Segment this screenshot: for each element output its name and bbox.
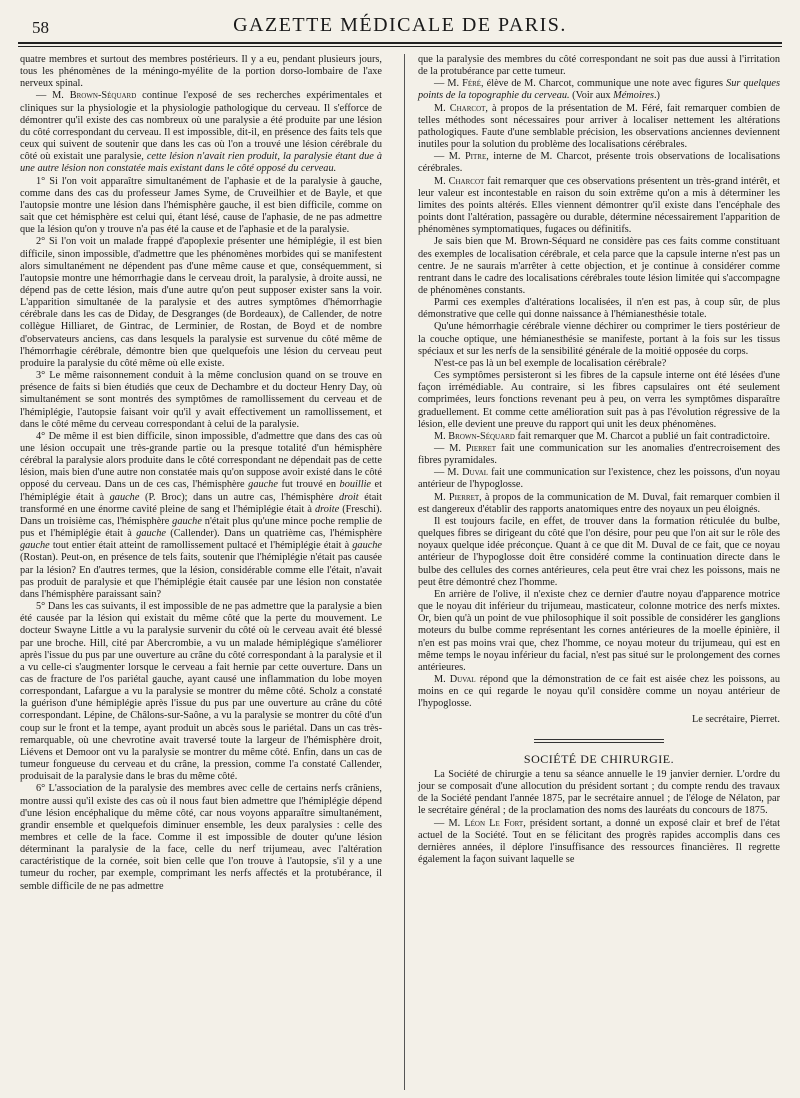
emphasis: Sur quelques points de la topographie du cerveau.: [418, 78, 780, 102]
paragraph: — M. Pitre, interne de M. Charcot, présente trois observations de localisations cérébrales.: [418, 151, 780, 175]
paragraph-text: (P. Broc); dans un autre cas, l'hémisphère: [139, 491, 339, 503]
paragraph-text: était transformé en une énorme cavité pleine de sang et l'hémiplégie était à: [20, 491, 382, 515]
paragraph-text: (Voir aux: [569, 90, 614, 102]
paragraph: [418, 674, 780, 710]
paragraph: 2° Si l'on voit un malade frappé d'apoplexie présenter une hémiplégie, il est bien difficile, sinon impossible, d'admettre que les phénomènes morbides qui se manifestent alors simultanément ne dépendent pas d'une même cause et que, conséquemment, si l'autopsie montre une hémorrhagie dans le cerveau droit, la paralysie, à droite aussi, ne dépend pas de cette lésion, mais d'une autre qu'on peut supposer exister sans la voir. L'apparition simultanée de la paralysie et des autres symptômes d'hémorrhagie cérébrale dans les cas de Diday, de Desgranges (de Bordeaux), de Callender, de notre collègue Hilliaret, de Gintrac, de Lerminier, de Rostan, de Boyd et de nombre d'observateurs anciens, cas dans lesquels la paralysie est survenue du côté même de l'hémorrhagie cérébrale, démontre bien que quelquefois une lésion du cerveau peut produire la paralysie du côté même où elle existe.: [20, 236, 382, 369]
page-header: [0, 0, 800, 42]
paragraph-text: fait remarquer que M. Charcot a publié un fait contradictoire.: [514, 430, 770, 442]
paragraph-text: (Rostan). Peut-on, en présence de tels faits, soutenir que l'hémiplégie n'était pas causée par la lésion? En d'autres termes, que la lésion, considérable comme elle l'était, n'avait pas produit de paralysie et que l'hémiplégie était causée par une lésion non constatée dans l'hémisphère paraissant sain?: [20, 552, 382, 600]
paragraph: N'est-ce pas là un bel exemple de localisation cérébrale?: [434, 357, 667, 369]
speaker-name: M. Pitre: [448, 151, 487, 163]
paragraph: [418, 176, 780, 237]
speaker-name: M. Charcot: [434, 102, 486, 114]
emphasis: gauche: [109, 491, 140, 503]
paragraph: — M. Brown-Séquard continue l'exposé de ses recherches expérimentales et cliniques sur la physiologie et la physiologie pathologique du cerveau. Il s'efforce de démontrer qu'il existe des cas nombreux où une paralysie a été produite par une lésion du côté correspondant du cerveau. Il est impossible, dit-il, en présence des faits tels que ceux qui suivent de soutenir que dans les cas où l'on a trouvé une lésion cérébrale du côté où existait une paralysie, cette lésion n'avait rien produit, la paralysie étant due à une autre lésion non constatée mais existant dans le côté opposé du cerveau.: [20, 90, 383, 175]
paragraph-text: 4° De même il est bien difficile, sinon impossible, d'admettre que dans des cas où une lésion occupait une très-grande partie ou la presque totalité d'un hémisphère cérébral la paralysie alors produite dans le côté correspondant ne dépendait pas de cette lésion, mais bien d'une autre non constatée mais qu'on suppose avoir existé dans le côté opposé du cerveau. Dans un de ces cas, l'hémisphère: [20, 430, 382, 491]
emphasis: gauche: [172, 515, 202, 527]
paragraph: 3° Le même raisonnement conduit à la même conclusion quand on se trouve en présence de faits si bien étudiés que ceux de Dechambre et du docteur Henry Day, où simultanément se sont montrés des symptômes de ramollissement du cerveau et de l'hémiplégie, l'autopsie faisant voir qu'il y avait effectivement un ramollissement, et dans le côté même du cerveau correspondant à celui de la paralysie.: [20, 370, 382, 430]
paragraph-text: .): [653, 90, 660, 102]
paragraph: [418, 492, 780, 516]
section-title: SOCIÉTÉ DE CHIRURGIE.: [523, 751, 675, 766]
paragraph-text: tout entier était atteint de ramollissement pultacé et l'hémiplégie était à: [49, 540, 353, 552]
paragraph: 5° Dans les cas suivants, il est impossible de ne pas admettre que la paralysie a bien été causée par la lésion qui existait du même côté que la perte du mouvement. Le docteur Swayne Little a vu la paralysie survenir du côté où le cerveau avait été blessé par une broche. Hill, cité par Abercrombie, a vu un malade hémiplégique s'améliorer après l'issue du pus par une ouverture au crâne du côté correspondant à la paralysie et il a vu celle-ci s'augmenter lorsque le cerveau a fait hernie par cette ouverture. Dans un cas de fracture de l'os pariétal gauche, ayant causé une inflammation du lobe moyen correspondant, Lafargue a vu la paralysie se montrer du même côté. Scholz a constaté la guérison d'une hémiplégie après l'issue du pus par une ouverture au crâne du côté correspondant. Lépine, de Châlons-sur-Saône, a vu la paralysie se montrer du côté d'un coup sur le front et la tempe, ayant produit un abcès sous le pariétal. Dans un cas très-remarquable, où une chevrotine avait traversé toute la largeur de l'hémisphère droit, Liévens et Demoor ont vu la paralysie se montrer du même côté. Enfin, dans un cas de tumeur fongueuse du cerveau et du crâne, la pression, comme l'a constaté Callender, produisait de la paralysie dans le bras du même côté.: [20, 601, 382, 783]
speaker-name: M. Léon Le Fort: [448, 817, 524, 829]
emphasis: Mémoires: [613, 90, 654, 102]
left-column: [20, 54, 382, 893]
journal-title: GAZETTE MÉDICALE DE PARIS.: [233, 14, 567, 36]
paragraph-text: , à propos de la communication de M. Duval, fait remarquer combien il est dangereux d'établir des rapports anatomiques entre des noyaux un peu éloignés.: [418, 491, 780, 515]
emphasis: droit: [338, 491, 359, 503]
speaker-name: M. Duval: [447, 467, 489, 479]
paragraph-text: fait remarquer que ces observations présentent un très-grand intérêt, et leur valeur est incontestable en raison du soin extrême qu'on a mis à déterminer les limites des points altérés. Elles viennent démontrer qu'il existe dans l'encéphale des points dont l'altération, passagère ou durable, détermine nécessairement l'apparition de phénomènes symptomatiques, fugaces ou définitifs.: [418, 175, 780, 236]
paragraph-text: , président sortant, a donné un exposé clair et bref de l'état actuel de la Société. Tout en se félicitant des progrès rapides accomplis dans ces dernières années, il déplore l'insuffisance des ressources financières. Il regrette également la façon suivant laquelle se: [418, 817, 780, 865]
paragraph: — M. Duval fait une communication sur l'existence, chez les poissons, d'un noyau antérieur de l'hypoglosse.: [418, 467, 780, 491]
paragraph: quatre membres et surtout des membres postérieurs. Il y a eu, pendant plusieurs jours, tous les phénomènes de la méningo-myélite de la portion dorso-lombaire de l'axe nerveux spinal.: [20, 54, 382, 90]
emphasis: cette lésion n'avait rien produit, la paralysie étant due à une autre lésion non constatée mais existant dans le côté opposé du cerveau.: [20, 151, 382, 175]
paragraph-text: répond que la démonstration de ce fait est aisée chez les poissons, au moins en ce qui regarde le noyau qu'il considère comme un noyau antérieur de l'hypoglosse.: [418, 673, 781, 710]
speaker-name: M. Féré: [447, 78, 482, 90]
paragraph: — M. Féré, élève de M. Charcot, communique une note avec figures Sur quelques points de la topographie du cerveau. (Voir aux Mémoires.): [418, 78, 780, 102]
paragraph-text: n'était plus qu'une mince poche remplie de pus et l'hémiplégie était à: [20, 515, 383, 540]
paragraph-text: , élève de M. Charcot, communique une note avec figures: [481, 78, 727, 90]
paragraph: que la paralysie des membres du côté correspondant ne soit pas due aussi à l'irritation de la protubérance par cette tumeur.: [418, 54, 780, 78]
paragraph: La Société de chirurgie a tenu sa séance annuelle le 19 janvier dernier. L'ordre du jour se composait d'une allocution du président sortant ; du compte rendu des travaux de la Société pendant l'année 1875, par le secrétaire annuel ; de l'éloge de Nélaton, par le secrétaire général ; de la proclamation des noms des lauréats du concours de 1875.: [418, 768, 780, 817]
emphasis: droite: [314, 503, 340, 515]
speaker-name: M. Brown-Séquard: [434, 430, 515, 442]
paragraph: Ces symptômes persisteront si les fibres de la capsule interne ont été lésées d'une façon irrémédiable. Au contraire, si les fibres capsulaires ont été seulement comprimées, leurs fonctions revenant peu à peu, on verra les symptômes disparaître graduellement. Et comme cette amélioration suit pas à pas l'évolution régressive de la lésion, elle devient une preuve du rapport qui unit les deux phénomènes.: [418, 370, 780, 430]
emphasis: gauche: [20, 540, 50, 552]
paragraph: [418, 103, 780, 152]
paragraph-text: , à propos de la présentation de M. Féré, fait remarquer combien de telles méthodes sont nécessaires pour arriver à localiser nettement les altérations pathologiques. Faute d'une semblable précision, les observations anciennes deviennent inutiles pour la solution du problème des localisations cérébrales.: [418, 102, 781, 151]
paragraph: — M. Léon Le Fort, président sortant, a donné un exposé clair et bref de l'état actuel de la Société. Tout en se félicitant des progrès rapides accomplis dans ces dernières années, il déplore l'insuffisance des ressources financières. Il regrette également la façon suivant laquelle se: [418, 817, 780, 865]
paragraph: 1° Si l'on voit apparaître simultanément de l'aphasie et de la paralysie à gauche, comme dans des cas du professeur James Syme, de Cruveilhier et de Bayle, et que l'autopsie montre une lésion dans l'hémisphère gauche, il est bien difficile, comme on sait que cet hémisphère est celui qui, étant lésé, cause de l'aphasie, de ne pas admettre que la lésion qu'on y trouve n'a pas été la cause et de l'aphasie et de la paralysie.: [20, 175, 382, 236]
paragraph: Il est toujours facile, en effet, de trouver dans la formation réticulée du bulbe, quelques fibres se dirigeant du côté que l'on désire, pour peu que l'on ait sur le rôle des noyaux quelque idée préconçue. Quant à ce que dit M. Duval de ce fait, que ce noyau antérieur de l'hypoglosse doit être considéré comme la continuation directe dans le bulbe des cellules des cornes antérieures, cela peut être vrai chez les poissons, mais ne peut être démontré chez l'homme.: [418, 515, 780, 588]
speaker-name: M. Charcot: [434, 175, 485, 187]
paragraph: [20, 431, 382, 601]
paragraph: [418, 431, 780, 443]
emphasis: gauche: [136, 528, 166, 540]
header-rule: [18, 42, 782, 47]
emphasis: bouillie: [339, 479, 372, 491]
speaker-name: M. Pierret: [434, 491, 480, 503]
paragraph-text: continue l'exposé de ses recherches expérimentales et cliniques sur la physiologie et la physiologie pathologique du cerveau. Il s'efforce de démontrer qu'il existe des cas nombreux où une paralysie a été produite par une lésion du côté correspondant du cerveau. Il est impossible, dit-il, en présence des faits tels que ceux qui suivent de soutenir que dans les cas où l'on a trouvé une lésion cérébrale du côté où existait une paralysie,: [20, 90, 383, 163]
page-number: 58: [32, 18, 49, 37]
right-column: [418, 54, 780, 866]
paragraph-text: (Callender). Dans un quatrième cas, l'hémisphère: [165, 528, 382, 540]
speaker-name: M. Duval: [434, 673, 476, 685]
paragraph-text: , interne de M. Charcot, présente trois observations de localisations cérébrales.: [418, 151, 780, 175]
speaker-name: M. Brown-Séquard: [52, 90, 137, 102]
paragraph: 6° L'association de la paralysie des membres avec celle de certains nerfs crâniens, montre aussi qu'il existe des cas où il nous faut bien admettre que l'hémiplégie dépend d'une lésion encéphalique du même côté, car nous voyons apparaître simultanément, grandir ensemble et quelquefois diminuer ensemble, les deux paralysies : celle des membres et celle de la face. Comme il est impossible de douter qu'une lésion déterminant la paralysie de la face, celle du nerf trijumeau, avec l'altération caractéristique de la cornée, soit bien celle que l'on trouve à l'autopsie, s'il y a une tumeur du rocher, par exemple, comprimant les nerfs affectés et la protubérance, il semble difficile de ne pas admettre: [20, 783, 382, 892]
paragraph-text: fait une communication sur l'existence, chez les poissons, d'un noyau antérieur de l'hypoglosse.: [418, 467, 780, 491]
paragraph-text: fait une communication sur les anomalies d'entrecroisement des fibres pyramidales.: [418, 443, 780, 467]
column-divider: [404, 54, 405, 1090]
signature: Le secrétaire, Pierret.: [691, 714, 780, 726]
emphasis: gauche: [352, 540, 382, 552]
section-separator: [418, 735, 780, 747]
paragraph: Parmi ces exemples d'altérations localisées, il n'en est pas, à coup sûr, de plus démonstrative que celle qui donne naissance à l'hémianesthésie totale.: [418, 297, 780, 321]
paragraph: Qu'une hémorrhagie cérébrale vienne déchirer ou comprimer le tiers postérieur de la couche optique, une hémianesthésie se manifeste, portant à la fois sur les tissus spéciaux et sur les nerfs de la sensibilité générale de la moitié opposée du corps.: [418, 321, 780, 357]
paragraph: — M. Pierret fait une communication sur les anomalies d'entrecroisement des fibres pyramidales.: [418, 443, 780, 467]
paragraph: En arrière de l'olive, il n'existe chez ce dernier d'autre noyau d'apparence motrice que le noyau dit inférieur du trijumeau, masticateur, colonne motrice des nerfs mixtes. Or, bien qu'à un point de vue philosophique il soit possible de considérer les ganglions moteurs du bulbe comme représentant les cornes antérieures de la moelle épinière, il n'en est pas moins vrai que, chez l'homme, ce noyau moteur du trijumeau, qui est en même temps le noyau inférieur du facial, n'est pas situé sur le prolongement des cornes antérieures.: [418, 588, 780, 673]
emphasis: gauche: [248, 479, 278, 491]
speaker-name: M. Pierret: [449, 443, 497, 454]
paragraph-text: (Freschi). Dans un troisième cas, l'hémisphère: [20, 503, 382, 527]
paragraph-text: fut trouvé en: [277, 479, 340, 491]
paragraph: Je sais bien que M. Brown-Séquard ne considère pas ces faits comme constituant des exemples de localisation cérébrale, et cela parce que la capsule interne n'est pas un centre. Je ne saurais m'arrêter à cette objection, et je continue à considérer comme rentrant dans le cadre des localisations cérébrales toute lésion limitée qui s'accompagne de phénomènes constants.: [418, 236, 780, 296]
paragraph-text: et l'hémiplégie était à: [20, 479, 382, 503]
